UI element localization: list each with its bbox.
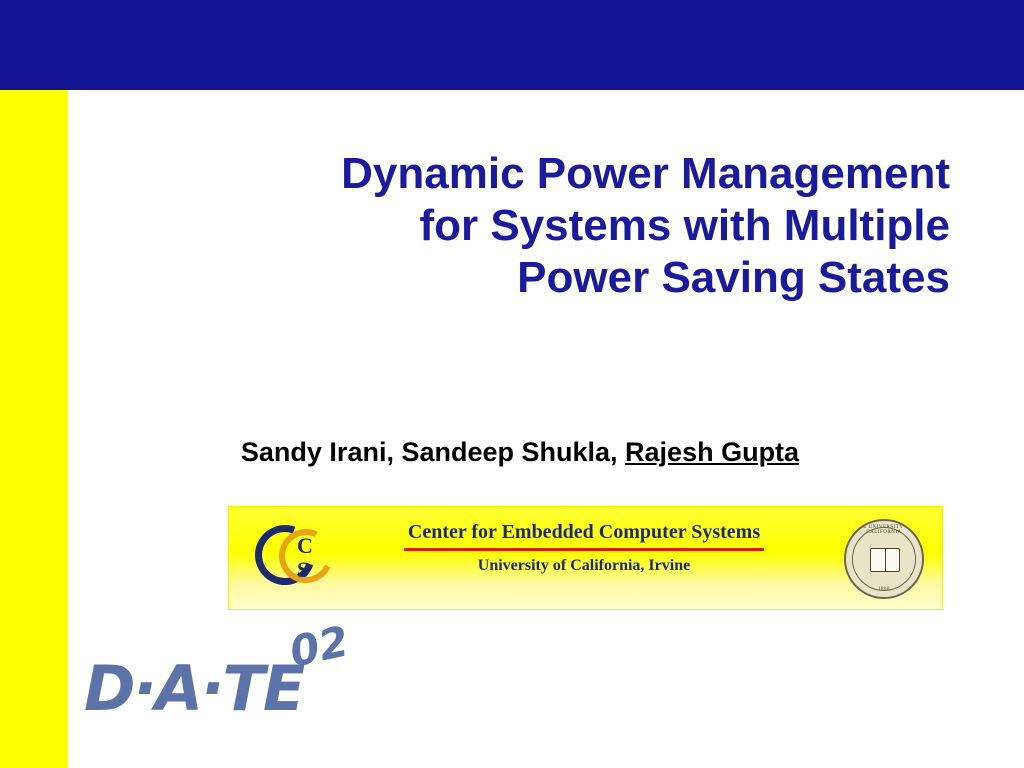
date-logo-word: D·A·TΕ xyxy=(84,652,304,725)
cecs-red-rule xyxy=(404,548,764,551)
cecs-letter-s: S xyxy=(297,557,310,582)
date-logo-year: 02 xyxy=(285,616,353,677)
cecs-org-title: Center for Embedded Computer Systems xyxy=(407,521,761,543)
uc-seal-text-top: THE UNIVERSITY OF CALIFORNIA xyxy=(855,525,913,535)
cecs-letter-c: C xyxy=(297,533,313,558)
cecs-banner xyxy=(228,506,943,610)
authors-plain: Sandy Irani, Sandeep Shukla, xyxy=(240,437,626,467)
left-band-decoration xyxy=(0,90,68,768)
page-title xyxy=(90,148,950,304)
author-presenter: Rajesh Gupta xyxy=(625,437,800,467)
cecs-logo-icon xyxy=(253,521,339,597)
uc-seal-book-icon xyxy=(870,548,900,572)
title-line-1: Dynamic Power Management xyxy=(341,149,950,198)
uc-seal-text-bottom: 1868 xyxy=(878,587,890,592)
author-list xyxy=(90,437,950,468)
cecs-text-block xyxy=(349,521,819,575)
uc-seal-icon xyxy=(844,519,924,599)
top-band-decoration xyxy=(0,0,1024,90)
cecs-org-subtitle: University of California, Irvine xyxy=(477,557,691,574)
title-line-2: for Systems with Multiple xyxy=(419,200,950,250)
date-conference-logo xyxy=(84,616,384,732)
title-line-3: Power Saving States xyxy=(517,252,950,302)
